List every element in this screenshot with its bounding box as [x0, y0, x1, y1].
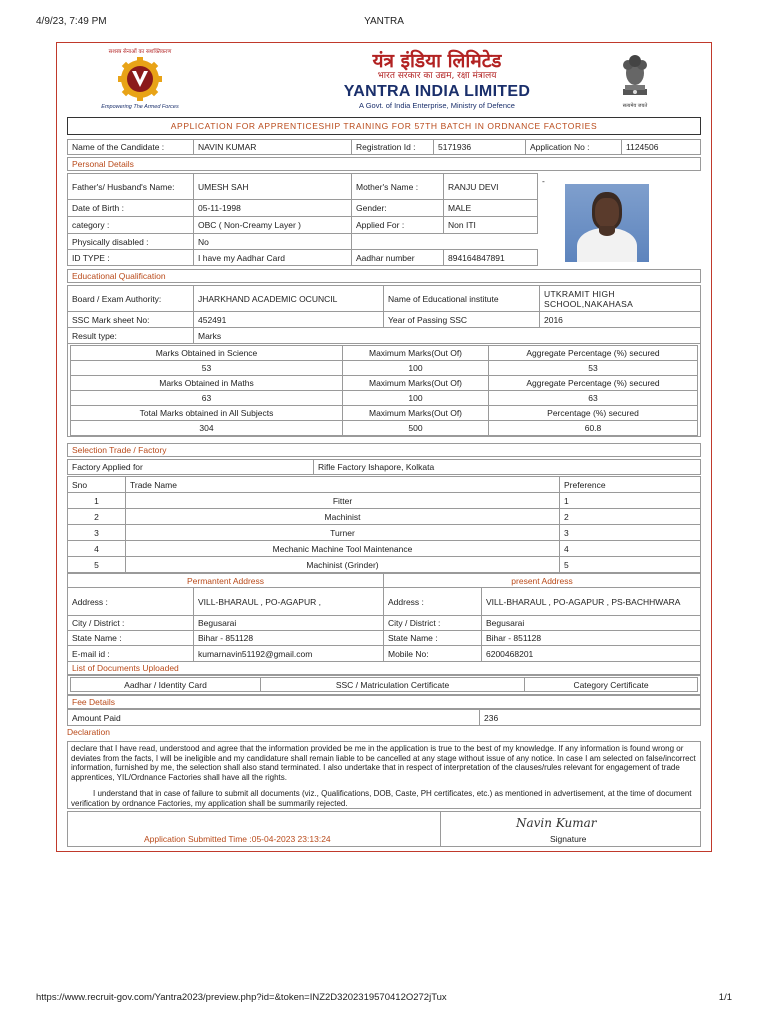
board-label: Board / Exam Authority: — [68, 286, 194, 312]
emblem-caption: सत्यमेव जयते — [622, 103, 648, 109]
section-personal-details: Personal Details — [67, 157, 701, 171]
permanent-address-title: Permantent Address — [68, 574, 384, 588]
ashoka-emblem-icon — [615, 51, 655, 101]
national-emblem — [615, 51, 655, 113]
pres-city-label: City / District : — [384, 616, 482, 631]
gear-logo-icon — [93, 56, 187, 102]
application-no-label: Application No : — [526, 140, 622, 155]
candidate-name: NAVIN KUMAR — [194, 140, 352, 155]
registration-label: Registration Id : — [352, 140, 434, 155]
idtype-label: ID TYPE : — [68, 250, 194, 266]
disabled-label: Physically disabled : — [68, 234, 194, 250]
marks-value-row — [71, 361, 698, 376]
trade-row — [68, 525, 701, 541]
marks-value-3: 53 — [489, 361, 698, 376]
marks-table — [70, 345, 698, 436]
perm-address-value: VILL-BHARAUL , PO-AGAPUR , — [194, 588, 384, 616]
result-label: Result type: — [68, 328, 194, 344]
trade-sno: 4 — [68, 541, 126, 557]
marks-value-2: 500 — [343, 421, 489, 436]
marks-value-1: 304 — [71, 421, 343, 436]
applied-label: Applied For : — [352, 217, 444, 234]
name-label: Name of the Candidate : — [68, 140, 194, 155]
print-page: 1/1 — [718, 992, 732, 1003]
trade-table — [67, 476, 701, 573]
logo-caption-bottom: Empowering The Armed Forces — [101, 104, 179, 110]
marks-header-row — [71, 346, 698, 361]
category-value: OBC ( Non-Creamy Layer ) — [194, 217, 352, 234]
marks-value-2: 100 — [343, 361, 489, 376]
factory-label: Factory Applied for — [68, 460, 314, 475]
submission-box — [67, 811, 701, 847]
gender-label: Gender: — [352, 200, 444, 217]
document-item: Aadhar / Identity Card — [71, 678, 261, 692]
marks-header-3: Aggregate Percentage (%) secured — [489, 346, 698, 361]
marks-value-3: 63 — [489, 391, 698, 406]
documents-table — [70, 677, 698, 692]
perm-city-label: City / District : — [68, 616, 194, 631]
marks-value-2: 100 — [343, 391, 489, 406]
marks-value-row — [71, 391, 698, 406]
perm-state-label: State Name : — [68, 631, 194, 646]
trade-pref: 4 — [560, 541, 701, 557]
pres-city-value: Begusarai — [482, 616, 701, 631]
trade-pref: 3 — [560, 525, 701, 541]
marks-header-3: Percentage (%) secured — [489, 406, 698, 421]
print-datetime: 4/9/23, 7:49 PM — [36, 16, 107, 27]
email-label: E-mail id : — [68, 646, 194, 662]
form-title: APPLICATION FOR APPRENTICESHIP TRAINING FOR 57TH BATCH IN ORDNANCE FACTORIES — [67, 117, 701, 135]
result-value: Marks — [194, 328, 701, 344]
candidate-table — [67, 139, 701, 155]
marks-header-2: Maximum Marks(Out Of) — [343, 346, 489, 361]
marks-header-row — [71, 376, 698, 391]
email-value: kumarnavin51192@gmail.com — [194, 646, 384, 662]
mother-label: Mother's Name : — [352, 174, 444, 200]
document-item: Category Certificate — [525, 678, 698, 692]
father-name: UMESH SAH — [194, 174, 352, 200]
brand-block — [287, 51, 587, 110]
address-table — [67, 573, 701, 662]
brand-hindi-title: यंत्र इंडिया लिमिटेड — [372, 50, 502, 72]
idtype-value: I have my Aadhar Card — [194, 250, 352, 266]
yantra-logo — [93, 49, 187, 115]
marks-header-1: Marks Obtained in Science — [71, 346, 343, 361]
trade-name: Machinist — [126, 509, 560, 525]
application-no: 1124506 — [622, 140, 701, 155]
trade-name: Mechanic Machine Tool Maintenance — [126, 541, 560, 557]
section-selection-trade: Selection Trade / Factory — [67, 443, 701, 457]
marks-header-2: Maximum Marks(Out Of) — [343, 406, 489, 421]
marks-header-2: Maximum Marks(Out Of) — [343, 376, 489, 391]
marks-value-row — [71, 421, 698, 436]
aadhar-label: Aadhar number — [352, 250, 444, 266]
year-value: 2016 — [540, 312, 701, 328]
amount-paid-label: Amount Paid — [68, 710, 480, 726]
signature-image: Navin Kumar — [516, 816, 597, 830]
marks-value-1: 63 — [71, 391, 343, 406]
aadhar-value: 894164847891 — [444, 250, 538, 266]
document-item: SSC / Matriculation Certificate — [261, 678, 525, 692]
institute-label: Name of Educational institute — [384, 286, 540, 312]
trade-sno: 5 — [68, 557, 126, 573]
marks-header-row — [71, 406, 698, 421]
amount-paid-value: 236 — [480, 710, 701, 726]
dob-label: Date of Birth : — [68, 200, 194, 217]
application-form — [56, 42, 712, 852]
factory-value: Rifle Factory Ishapore, Kolkata — [314, 460, 701, 475]
marks-header-1: Total Marks obtained in All Subjects — [71, 406, 343, 421]
trade-pref: 2 — [560, 509, 701, 525]
dob-value: 05-11-1998 — [194, 200, 352, 217]
gender-value: MALE — [444, 200, 538, 217]
pres-state-label: State Name : — [384, 631, 482, 646]
submission-divider — [440, 812, 441, 846]
present-address-title: present Address — [384, 574, 701, 588]
print-footer — [36, 992, 732, 1006]
registration-id: 5171936 — [434, 140, 526, 155]
pres-address-label: Address : — [384, 588, 482, 616]
father-label: Father's/ Husband's Name: — [68, 174, 194, 200]
education-table — [67, 285, 701, 344]
brand-hindi-subtitle: भारत सरकार का उद्यम, रक्षा मंत्रालय — [377, 71, 497, 81]
trade-row — [68, 541, 701, 557]
board-value: JHARKHAND ACADEMIC OCUNCIL — [194, 286, 384, 312]
category-label: category : — [68, 217, 194, 234]
marks-header-3: Aggregate Percentage (%) secured — [489, 376, 698, 391]
photo-dash: - — [542, 175, 545, 186]
marks-header-1: Marks Obtained in Maths — [71, 376, 343, 391]
trade-header-pref: Preference — [560, 477, 701, 493]
fee-table — [67, 709, 701, 726]
trade-pref: 5 — [560, 557, 701, 573]
print-title: YANTRA — [364, 16, 404, 27]
trade-name: Turner — [126, 525, 560, 541]
section-declaration: Declaration — [67, 727, 110, 737]
factory-table — [67, 459, 701, 475]
institute-value: UTKRAMIT HIGH SCHOOL,NAKAHASA — [540, 286, 701, 312]
trade-header-sno: Sno — [68, 477, 126, 493]
trade-name: Machinist (Grinder) — [126, 557, 560, 573]
trade-header-row — [68, 477, 701, 493]
brand-english-title: YANTRA INDIA LIMITED — [343, 83, 531, 100]
marks-value-1: 53 — [71, 361, 343, 376]
signature-label: Signature — [550, 834, 587, 844]
year-label: Year of Passing SSC — [384, 312, 540, 328]
ssc-value: 452491 — [194, 312, 384, 328]
trade-sno: 1 — [68, 493, 126, 509]
print-header — [36, 16, 732, 30]
declaration-para-2: I understand that in case of failure to submit all documents (viz., Qualifications, DOB, Caste, PH certificates, etc.) as mentioned in advertisement, at the time of document verification by ordnance Factories, my application shall be summarily rejected. — [71, 789, 692, 808]
trade-row — [68, 509, 701, 525]
mobile-value: 6200468201 — [482, 646, 701, 662]
print-url: https://www.recruit-gov.com/Yantra2023/preview.php?id=&token=INZ2D3202319570412O272jTux — [36, 992, 447, 1003]
section-fee-details: Fee Details — [67, 695, 701, 709]
ssc-label: SSC Mark sheet No: — [68, 312, 194, 328]
mobile-label: Mobile No: — [384, 646, 482, 662]
candidate-photo — [565, 184, 649, 262]
declaration-para-1: declare that I have read, understood and agree that the information provided be me in the application is true to the best of my knowledge. If any information is found wrong or deviates from the facts, I will be ineligible and my candidature shall remain liable to be cancelled at any stage without issue of any notice. In case I am selected on false/incorrect information, furnished by me, the selection shall also stand terminated. I also undertake that in respect of interpretation of the clauses/rules relevant for engagement of trade apprentices, YIL/Ordnance Factories shall have all the rights. — [71, 744, 696, 782]
trade-header-name: Trade Name — [126, 477, 560, 493]
declaration-box — [67, 741, 701, 809]
trade-sno: 3 — [68, 525, 126, 541]
applied-value: Non ITI — [444, 217, 538, 234]
perm-state-value: Bihar - 851128 — [194, 631, 384, 646]
section-documents: List of Documents Uploaded — [67, 661, 701, 675]
trade-row — [68, 493, 701, 509]
submitted-time: Application Submitted Time :05-04-2023 23:13:24 — [144, 834, 331, 844]
trade-sno: 2 — [68, 509, 126, 525]
trade-pref: 1 — [560, 493, 701, 509]
mother-name: RANJU DEVI — [444, 174, 538, 200]
section-educational-qualification: Educational Qualification — [67, 269, 701, 283]
trade-name: Fitter — [126, 493, 560, 509]
trade-row — [68, 557, 701, 573]
perm-address-label: Address : — [68, 588, 194, 616]
disabled-value: No — [194, 234, 352, 250]
pres-address-value: VILL-BHARAUL , PO-AGAPUR , PS-BACHHWARA — [482, 588, 701, 616]
logo-caption-top: सशस्त्र सेनाओं का सशक्तिकरण — [108, 49, 172, 55]
pres-state-value: Bihar - 851128 — [482, 631, 701, 646]
perm-city-value: Begusarai — [194, 616, 384, 631]
brand-tagline: A Govt. of India Enterprise, Ministry of Defence — [359, 101, 515, 110]
marks-value-3: 60.8 — [489, 421, 698, 436]
